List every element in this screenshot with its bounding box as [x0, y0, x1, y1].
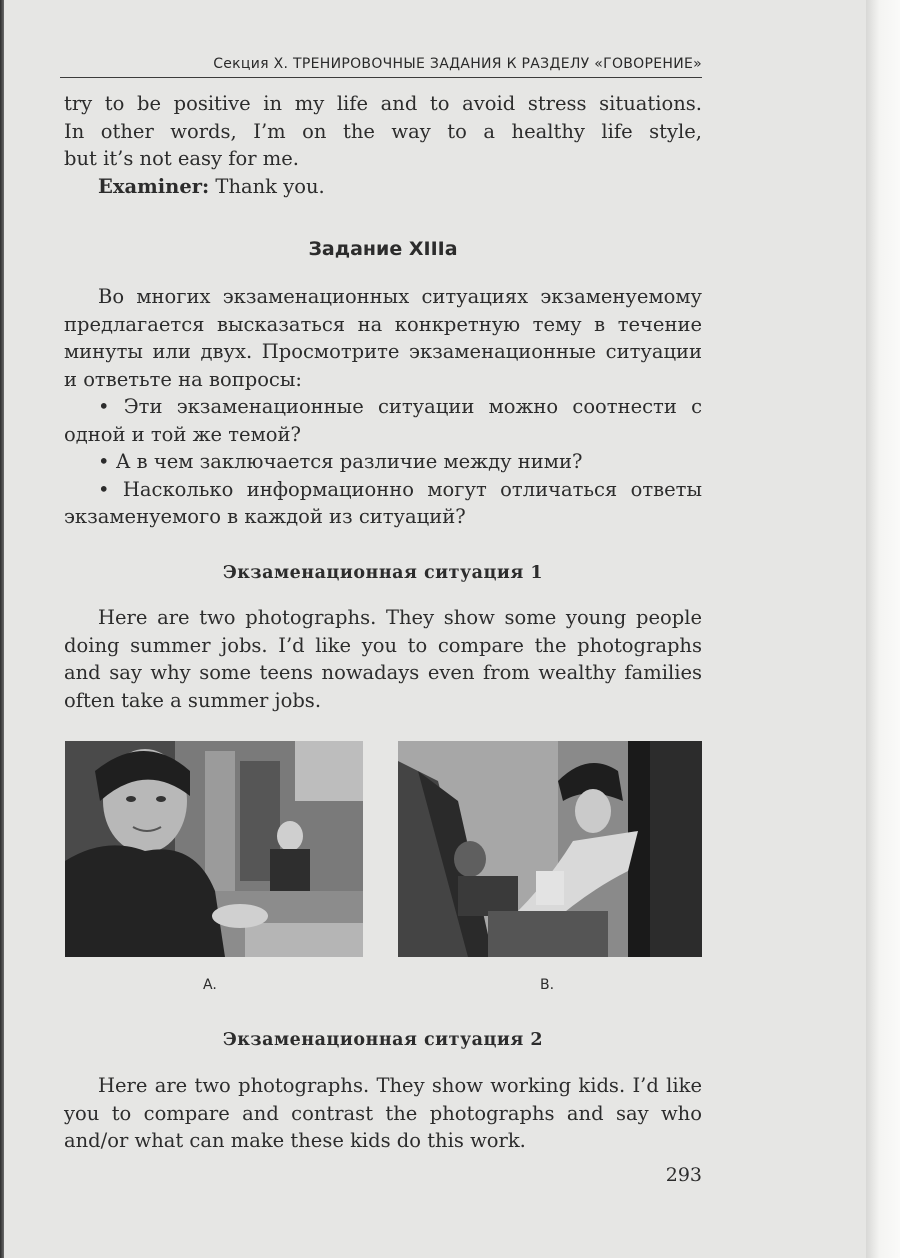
situation-2-text — [64, 1072, 702, 1155]
task-bullet-2: • А в чем заключается различие между ними? — [98, 450, 583, 473]
situation-2-title: Экзаменационная ситуация 2 — [222, 1030, 544, 1050]
situation-1-text — [64, 604, 702, 714]
photo-b-caption: B. — [540, 977, 555, 993]
intro-text — [64, 90, 702, 200]
photo-a-caption: A. — [203, 977, 217, 993]
task-bullet-1: • Эти экзаменационные ситуации можно соотнести с одной и той же темой? — [64, 395, 702, 446]
intro-line-2: In other words, I’m on the way to a healthy life style, — [64, 119, 702, 143]
speaker-label: Examiner: — [98, 174, 210, 198]
photo-a — [65, 741, 363, 957]
page-number: 293 — [665, 1164, 702, 1186]
examiner-reply — [64, 173, 702, 201]
task-title: Задание XIIIa — [308, 238, 458, 260]
situation-2-paragraph: Here are two photographs. They show working kids. I’d like you to compare and contrast the photographs and say who and/or what can make these kids do this work. — [64, 1074, 702, 1152]
situation-1-title: Экзаменационная ситуация 1 — [222, 563, 544, 583]
photo-b-image — [398, 741, 702, 957]
photo-b — [398, 741, 702, 957]
header-rule — [60, 77, 702, 78]
situation-1-paragraph: Here are two photographs. They show some young people doing summer jobs. I’d like you to compare the photographs and say why some teens nowadays even from wealthy families often take a summer jobs. — [64, 606, 702, 712]
task-bullet-3: • Насколько информационно могут отличаться ответы экзаменуемого в каждой из ситуаций? — [64, 477, 702, 528]
page-edge — [866, 0, 900, 1258]
running-header: Секция X. ТРЕНИРОВОЧНЫЕ ЗАДАНИЯ К РАЗДЕЛУ «ГОВОРЕНИЕ» — [213, 56, 702, 72]
task-body — [64, 283, 702, 531]
reply-text: Thank you. — [209, 174, 325, 198]
task-description: Во многих экзаменационных ситуациях экзаменуемому предлагается высказаться на конкретную тему в течение минуты или двух. Просмотрите экзаменационные ситуации и ответьте на вопросы: — [64, 285, 702, 391]
intro-line-1: try to be positive in my life and to avoid stress situations. — [64, 92, 702, 115]
photo-a-image — [65, 741, 363, 957]
intro-line-3: but it’s not easy for me. — [64, 147, 299, 170]
